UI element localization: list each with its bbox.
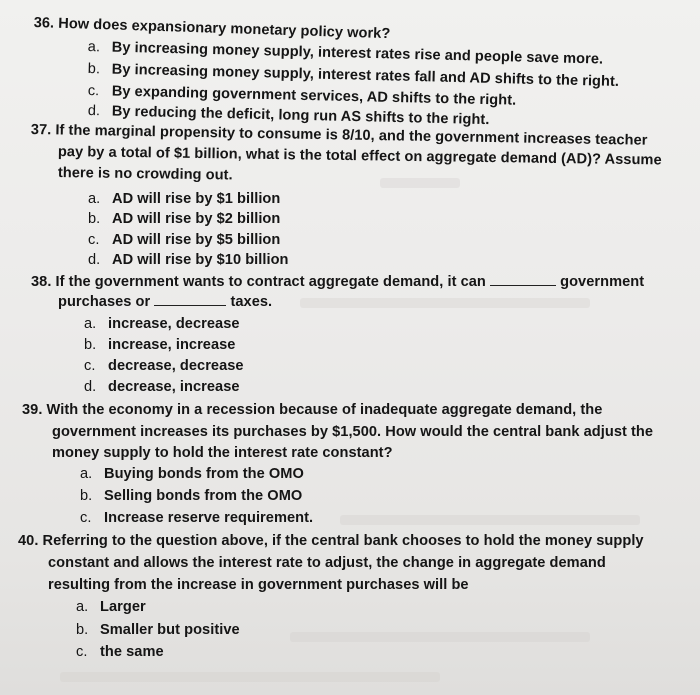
option-letter: a. — [87, 38, 101, 56]
q37-option-c — [88, 231, 280, 249]
question-38-stem-line-1 — [31, 273, 644, 291]
q38-option-d — [84, 378, 240, 396]
question-text: How does expansionary monetary policy work? — [58, 15, 391, 43]
option-text: decrease, decrease — [108, 358, 244, 374]
question-39-stem-line-3 — [52, 444, 393, 462]
question-39-stem-line-1 — [22, 401, 602, 419]
option-letter: a. — [84, 316, 97, 332]
question-number: 37. — [30, 121, 52, 139]
option-text: Selling bonds from the OMO — [104, 488, 303, 504]
option-letter: b. — [88, 211, 101, 227]
option-letter: b. — [80, 488, 93, 504]
question-text: If the government wants to contract aggregate demand, it can — [55, 274, 486, 290]
question-text: government increases its purchases by $1,500. How would the central bank adjust the — [52, 424, 654, 440]
question-39-stem-line-2 — [52, 423, 653, 441]
question-text: there is no crowding out. — [57, 164, 233, 184]
option-letter: c. — [80, 510, 92, 526]
q38-option-b — [84, 336, 235, 354]
option-text: AD will rise by $5 billion — [112, 232, 281, 248]
q37-option-b — [88, 210, 280, 228]
question-37-stem-line-3 — [58, 164, 233, 184]
bleed-through-shade — [60, 672, 440, 682]
option-text: increase, increase — [108, 337, 236, 353]
question-text: taxes. — [230, 294, 273, 310]
option-letter: c. — [84, 358, 96, 374]
bleed-through-shade — [380, 178, 460, 188]
q39-option-b — [80, 487, 302, 505]
question-38-stem-line-2 — [58, 293, 272, 311]
question-number: 38. — [31, 274, 52, 290]
option-text: By expanding government services, AD shifts to the right. — [111, 83, 517, 109]
q39-option-a — [80, 465, 304, 483]
option-text: By increasing money supply, interest rates rise and people save more. — [111, 39, 604, 68]
option-letter: c. — [76, 644, 88, 660]
option-text: increase, decrease — [108, 316, 240, 332]
question-text: government — [560, 274, 645, 290]
option-letter: b. — [84, 337, 97, 353]
option-text: AD will rise by $2 billion — [112, 211, 281, 227]
q39-option-c — [80, 509, 313, 527]
option-letter: d. — [88, 252, 101, 268]
q40-option-c — [76, 643, 164, 661]
question-40-stem-line-2 — [48, 554, 606, 572]
q37-option-a — [88, 190, 280, 208]
option-text: decrease, increase — [108, 379, 240, 395]
bleed-through-shade — [300, 298, 590, 308]
q37-option-d — [88, 251, 289, 269]
option-text: AD will rise by $1 billion — [112, 191, 281, 207]
option-text: By reducing the deficit, long run AS shifts to the right. — [111, 103, 490, 129]
option-letter: a. — [76, 599, 89, 615]
option-letter: b. — [76, 622, 89, 638]
q38-option-a — [84, 315, 240, 333]
answer-blank — [490, 273, 556, 286]
bleed-through-shade — [290, 632, 590, 642]
question-text: If the marginal propensity to consume is 8/10, and the government increases teacher — [55, 122, 648, 149]
question-text: pay by a total of $1 billion, what is the total effect on aggregate demand (AD)? Assume — [57, 143, 662, 169]
option-letter: c. — [88, 232, 100, 248]
option-text: By increasing money supply, interest rates fall and AD shifts to the right. — [111, 61, 620, 90]
option-letter: a. — [88, 191, 101, 207]
option-letter: d. — [87, 102, 101, 120]
question-number: 36. — [33, 14, 55, 32]
question-text: constant and allows the interest rate to adjust, the change in aggregate demand — [48, 555, 606, 571]
question-text: resulting from the increase in government purchases will be — [48, 577, 469, 593]
question-40-stem-line-3 — [48, 576, 469, 594]
option-text: Smaller but positive — [100, 622, 240, 638]
question-text: With the economy in a recession because of inadequate aggregate demand, the — [46, 402, 603, 418]
question-40-stem-line-1 — [18, 532, 644, 550]
option-letter: c. — [87, 82, 100, 100]
option-text: Buying bonds from the OMO — [104, 466, 304, 482]
answer-blank — [154, 293, 226, 306]
q40-option-a — [76, 598, 146, 616]
q38-option-c — [84, 357, 244, 375]
question-number: 39. — [22, 402, 43, 418]
option-letter: b. — [87, 60, 101, 78]
question-text: Referring to the question above, if the central bank chooses to hold the money supply — [42, 533, 644, 549]
option-text: AD will rise by $10 billion — [112, 252, 289, 268]
question-text: money supply to hold the interest rate constant? — [52, 445, 393, 461]
option-letter: a. — [80, 466, 93, 482]
option-text: Increase reserve requirement. — [104, 510, 314, 526]
bleed-through-shade — [340, 515, 640, 525]
question-number: 40. — [18, 533, 39, 549]
option-letter: d. — [84, 379, 97, 395]
option-text: Larger — [100, 599, 146, 615]
q40-option-b — [76, 621, 240, 639]
option-text: the same — [100, 644, 164, 660]
question-text: purchases or — [58, 294, 151, 310]
